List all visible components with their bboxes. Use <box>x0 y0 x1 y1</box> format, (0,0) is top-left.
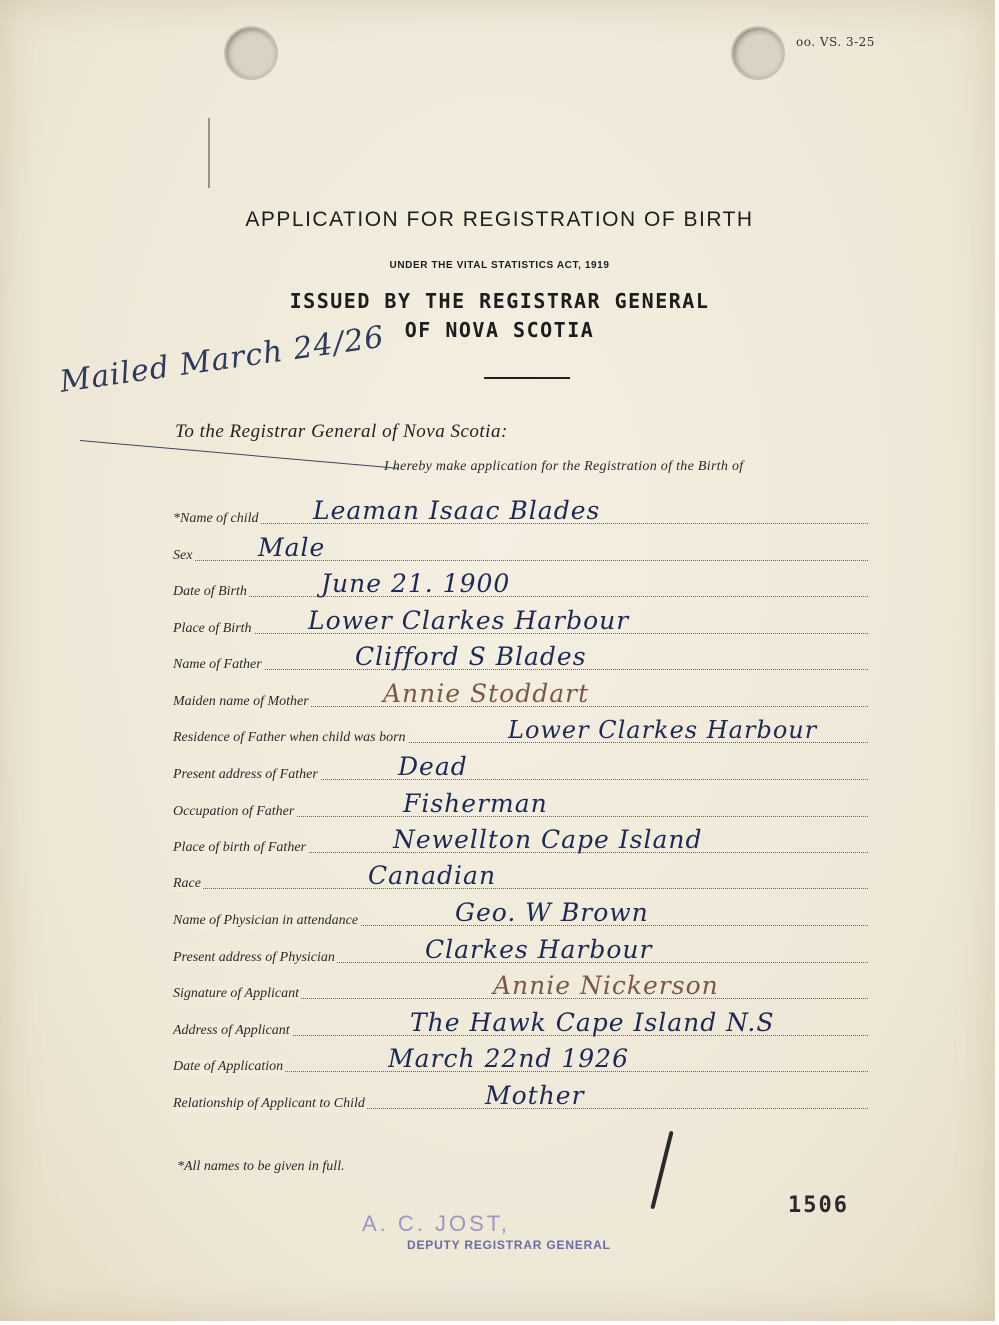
field-label: Occupation of Father <box>173 804 295 819</box>
field-date-of-application <box>173 1045 868 1075</box>
field-value: The Hawk Cape Island N.S <box>410 1008 775 1037</box>
field-label: Sex <box>173 548 193 563</box>
field-value: Male <box>258 533 326 562</box>
field-place-of-birth <box>173 607 868 637</box>
document-subtitle: UNDER THE VITAL STATISTICS ACT, 1919 <box>389 260 610 271</box>
field-name-of-father <box>173 643 868 673</box>
field-label: Place of Birth <box>173 621 252 636</box>
crease-mark <box>208 118 210 188</box>
issuer-line-1: ISSUED BY THE REGISTRAR GENERAL <box>289 289 710 313</box>
field-label: Maiden name of Mother <box>173 694 309 709</box>
pen-stroke <box>80 440 399 469</box>
field-value: Mother <box>485 1081 585 1110</box>
punch-hole-left <box>226 28 276 78</box>
field-signature-of-applicant <box>173 972 868 1002</box>
field-value: Canadian <box>368 861 497 890</box>
field-label: Present address of Father <box>173 767 318 782</box>
field-label: Signature of Applicant <box>173 986 299 1001</box>
field-label: Place of birth of Father <box>173 840 306 855</box>
field-label: Name of Physician in attendance <box>173 913 359 928</box>
field-address-of-applicant <box>173 1009 868 1039</box>
field-name-of-physician <box>173 899 868 929</box>
field-label: Date of Application <box>173 1059 284 1074</box>
field-name-of-child <box>173 497 868 527</box>
field-label: *Name of child <box>173 511 259 526</box>
field-value: Annie Stoddart <box>383 679 590 708</box>
punch-hole-right <box>733 28 783 78</box>
field-maiden-name-of-mother <box>173 680 868 710</box>
field-date-of-birth <box>173 570 868 600</box>
field-value: Annie Nickerson <box>493 971 719 1000</box>
field-value: Lower Clarkes Harbour <box>508 716 818 744</box>
field-sex <box>173 534 868 564</box>
field-value: March 22nd 1926 <box>388 1044 629 1073</box>
field-label: Name of Father <box>173 657 262 672</box>
pen-mark <box>650 1131 673 1210</box>
title-rule <box>484 377 570 379</box>
field-value: Lower Clarkes Harbour <box>308 606 630 635</box>
field-value: Dead <box>398 752 468 781</box>
registration-number: 1506 <box>788 1193 849 1218</box>
stamp-title: DEPUTY REGISTRAR GENERAL <box>407 1238 611 1252</box>
salutation: To the Registrar General of Nova Scotia: <box>175 421 508 442</box>
field-label: Relationship of Applicant to Child <box>173 1096 365 1111</box>
field-value: June 21. 1900 <box>321 569 511 598</box>
field-residence-of-father <box>173 716 868 746</box>
field-value: Clifford S Blades <box>355 642 587 671</box>
mailed-annotation: Mailed March 24/26 <box>57 319 387 400</box>
form-number: oo. VS. 3-25 <box>796 35 875 49</box>
issuer-line-2: OF NOVA SCOTIA <box>404 318 595 342</box>
field-present-address-of-physician <box>173 936 868 966</box>
document-title: APPLICATION FOR REGISTRATION OF BIRTH <box>245 208 754 231</box>
field-label: Residence of Father when child was born <box>173 730 406 745</box>
footnote: *All names to be given in full. <box>177 1159 345 1174</box>
field-label: Address of Applicant <box>173 1023 290 1038</box>
field-value: Newellton Cape Island <box>393 825 703 854</box>
field-label: Race <box>173 876 201 891</box>
field-value: Geo. W Brown <box>455 898 649 927</box>
field-place-of-birth-of-father <box>173 826 868 856</box>
field-value: Fisherman <box>403 789 548 818</box>
intro-text: I hereby make application for the Registration of the Birth of <box>384 459 744 474</box>
field-race <box>173 862 868 892</box>
field-relationship-of-applicant <box>173 1082 868 1112</box>
field-label: Present address of Physician <box>173 950 335 965</box>
field-value: Leaman Isaac Blades <box>313 496 601 525</box>
field-present-address-of-father <box>173 753 868 783</box>
field-label: Date of Birth <box>173 584 247 599</box>
field-value: Clarkes Harbour <box>425 935 653 964</box>
field-occupation-of-father <box>173 790 868 820</box>
stamp-name: A. C. JOST, <box>362 1211 510 1236</box>
